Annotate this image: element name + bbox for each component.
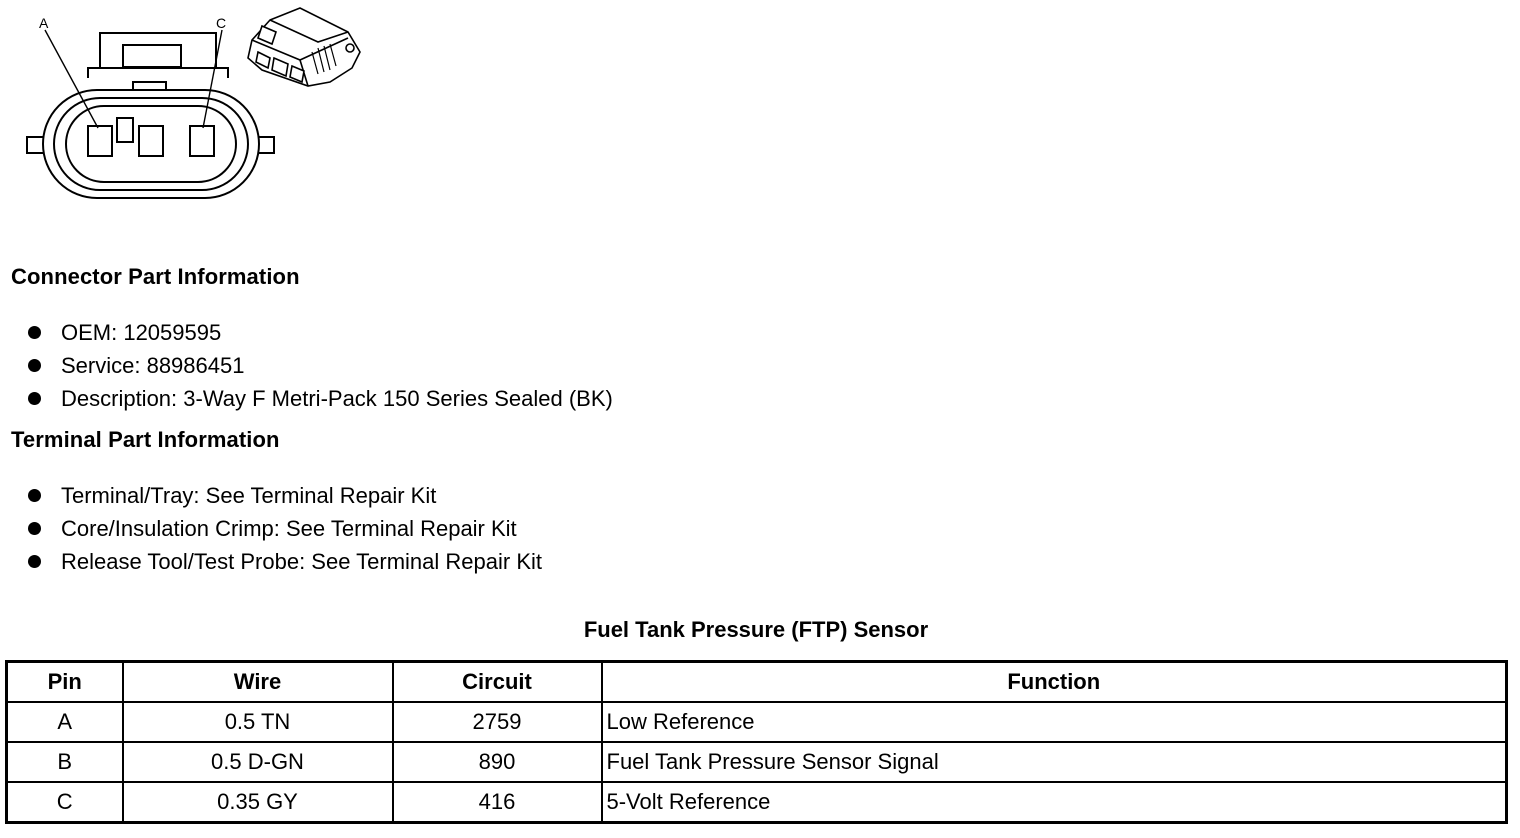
column-header-wire: Wire [123, 662, 393, 703]
bullet-icon [28, 522, 41, 535]
connector-description: Description: 3-Way F Metri-Pack 150 Series Sealed (BK) [61, 386, 613, 411]
terminal-part-info-list [28, 479, 542, 578]
pin-label-c: C [216, 15, 227, 31]
list-item [28, 545, 542, 578]
circuit-cell: 890 [393, 742, 602, 782]
list-item [28, 382, 613, 415]
function-cell: Fuel Tank Pressure Sensor Signal [602, 742, 1507, 782]
pin-cell: C [7, 782, 123, 823]
column-header-circuit: Circuit [393, 662, 602, 703]
wire-cell: 0.5 TN [123, 702, 393, 742]
bullet-icon [28, 392, 41, 405]
list-item [28, 479, 542, 512]
service-part-number: Service: 88986451 [61, 353, 245, 378]
connector-part-info-list [28, 316, 613, 415]
bullet-icon [28, 359, 41, 372]
column-header-function: Function [602, 662, 1507, 703]
terminal-part-info-heading: Terminal Part Information [11, 427, 280, 452]
connector-part-info-heading: Connector Part Information [11, 264, 300, 289]
list-item [28, 512, 542, 545]
circuit-cell: 416 [393, 782, 602, 823]
table-header-row [7, 662, 1507, 703]
terminal-tray-info: Terminal/Tray: See Terminal Repair Kit [61, 483, 437, 508]
pinout-table-title: Fuel Tank Pressure (FTP) Sensor [583, 617, 929, 642]
bullet-icon [28, 489, 41, 502]
connector-3d-view [248, 8, 360, 86]
bullet-icon [28, 326, 41, 339]
oem-part-number: OEM: 12059595 [61, 320, 222, 345]
connector-lock-tab [100, 33, 216, 68]
table-row [7, 742, 1507, 782]
table-row [7, 782, 1507, 823]
column-header-pin: Pin [7, 662, 123, 703]
table-row [7, 702, 1507, 742]
connector-lock-window [123, 45, 181, 67]
crimp-info: Core/Insulation Crimp: See Terminal Repair Kit [61, 516, 517, 541]
pin-cell: A [7, 702, 123, 742]
function-cell: 5-Volt Reference [602, 782, 1507, 823]
pin-cell: B [7, 742, 123, 782]
pin-label-a: A [39, 15, 49, 31]
circuit-cell: 2759 [393, 702, 602, 742]
connector-diagram [0, 0, 380, 215]
pinout-table [5, 660, 1508, 824]
list-item [28, 316, 613, 349]
wire-cell: 0.35 GY [123, 782, 393, 823]
bullet-icon [28, 555, 41, 568]
release-tool-info: Release Tool/Test Probe: See Terminal Repair Kit [61, 549, 542, 574]
wire-cell: 0.5 D-GN [123, 742, 393, 782]
list-item [28, 349, 613, 382]
function-cell: Low Reference [602, 702, 1507, 742]
